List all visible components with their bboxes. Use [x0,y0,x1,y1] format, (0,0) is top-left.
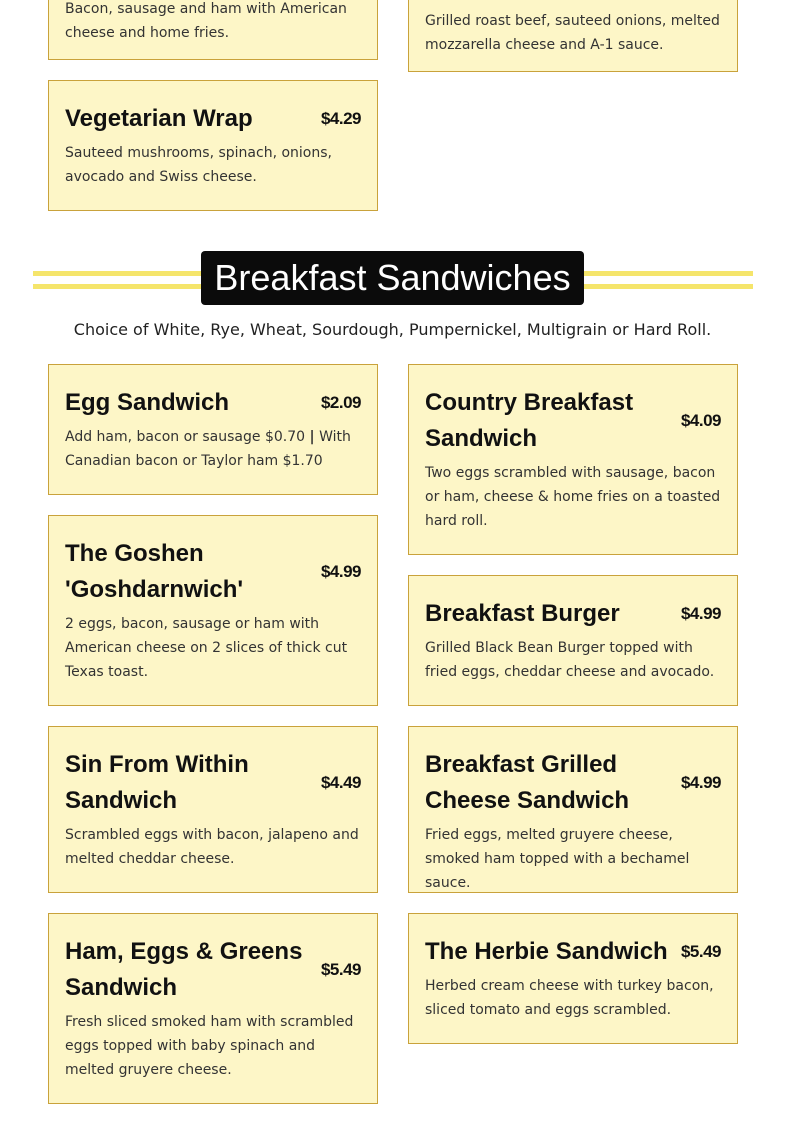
menu-item-description [65,425,361,473]
menu-item-name: Breakfast Grilled Cheese Sandwich [425,751,630,814]
section-subtitle: Choice of White, Rye, Wheat, Sourdough, Pumpernickel, Multigrain or Hard Roll. [73,320,712,339]
menu-item-description: Two eggs scrambled with sausage, bacon or ham, cheese & home fries on a toasted hard roll. [425,465,721,529]
menu-item-price: $4.49 [320,773,361,792]
menu-item-price: $4.09 [680,411,721,430]
menu-card-vegetarian-wrap [48,80,378,211]
menu-item-description: Fresh sliced smoked ham with scrambled eggs topped with baby spinach and melted gruyere cheese. [65,1014,354,1078]
menu-item-description: Scrambled eggs with bacon, jalapeno and melted cheddar cheese. [65,827,359,867]
menu-item-price: $2.09 [320,393,361,412]
menu-item-price: $4.99 [680,604,721,623]
menu-item-name: The Herbie Sandwich [425,938,668,965]
menu-item-name: Ham, Eggs & Greens Sandwich [65,938,303,1001]
menu-item-name: Country Breakfast Sandwich [425,389,634,452]
menu-card-sin-from-within [48,726,378,893]
menu-item-price: $4.29 [320,109,361,128]
menu-card-ham-eggs-greens [48,913,378,1104]
menu-item-description: 2 eggs, bacon, sausage or ham with American cheese on 2 slices of thick cut Texas toast. [65,616,348,680]
description-part: Add ham, bacon or sausage $0.70 [65,429,306,445]
menu-card-country-breakfast [408,364,738,555]
menu-item-description: Bacon, sausage and ham with American cheese and home fries. [65,1,347,41]
menu-item-name: Vegetarian Wrap [65,105,253,132]
menu-item-description: Grilled roast beef, sauteed onions, melted mozzarella cheese and A-1 sauce. [425,13,720,53]
menu-item-price: $5.49 [320,960,361,979]
description-separator: | [309,429,315,445]
menu-item-description: Fried eggs, melted gruyere cheese, smoked ham topped with a bechamel sauce. [425,827,690,891]
description-part: With Canadian bacon or Taylor ham $1.70 [65,429,351,469]
menu-item-name: The Goshen 'Goshdarnwich' [65,540,244,603]
menu-card-egg-sandwich [48,364,378,495]
menu-card-partial-left [48,0,378,60]
menu-card-partial-right [408,0,738,72]
menu-item-price: $5.49 [680,942,721,961]
menu-item-name: Breakfast Burger [425,600,620,627]
menu-item-description: Sauteed mushrooms, spinach, onions, avocado and Swiss cheese. [65,145,332,185]
menu-item-price: $4.99 [680,773,721,792]
menu-card-breakfast-grilled-cheese [408,726,738,893]
section-heading: Breakfast Sandwiches [201,251,584,305]
menu-item-price: $4.99 [320,562,361,581]
menu-card-herbie-sandwich [408,913,738,1044]
menu-item-name: Egg Sandwich [65,389,230,416]
menu-card-breakfast-burger [408,575,738,706]
menu-item-description: Grilled Black Bean Burger topped with fried eggs, cheddar cheese and avocado. [425,640,715,680]
menu-card-goshen-goshdarnwich [48,515,378,706]
menu-item-name: Sin From Within Sandwich [65,751,249,814]
menu-item-description: Herbed cream cheese with turkey bacon, sliced tomato and eggs scrambled. [425,978,714,1018]
